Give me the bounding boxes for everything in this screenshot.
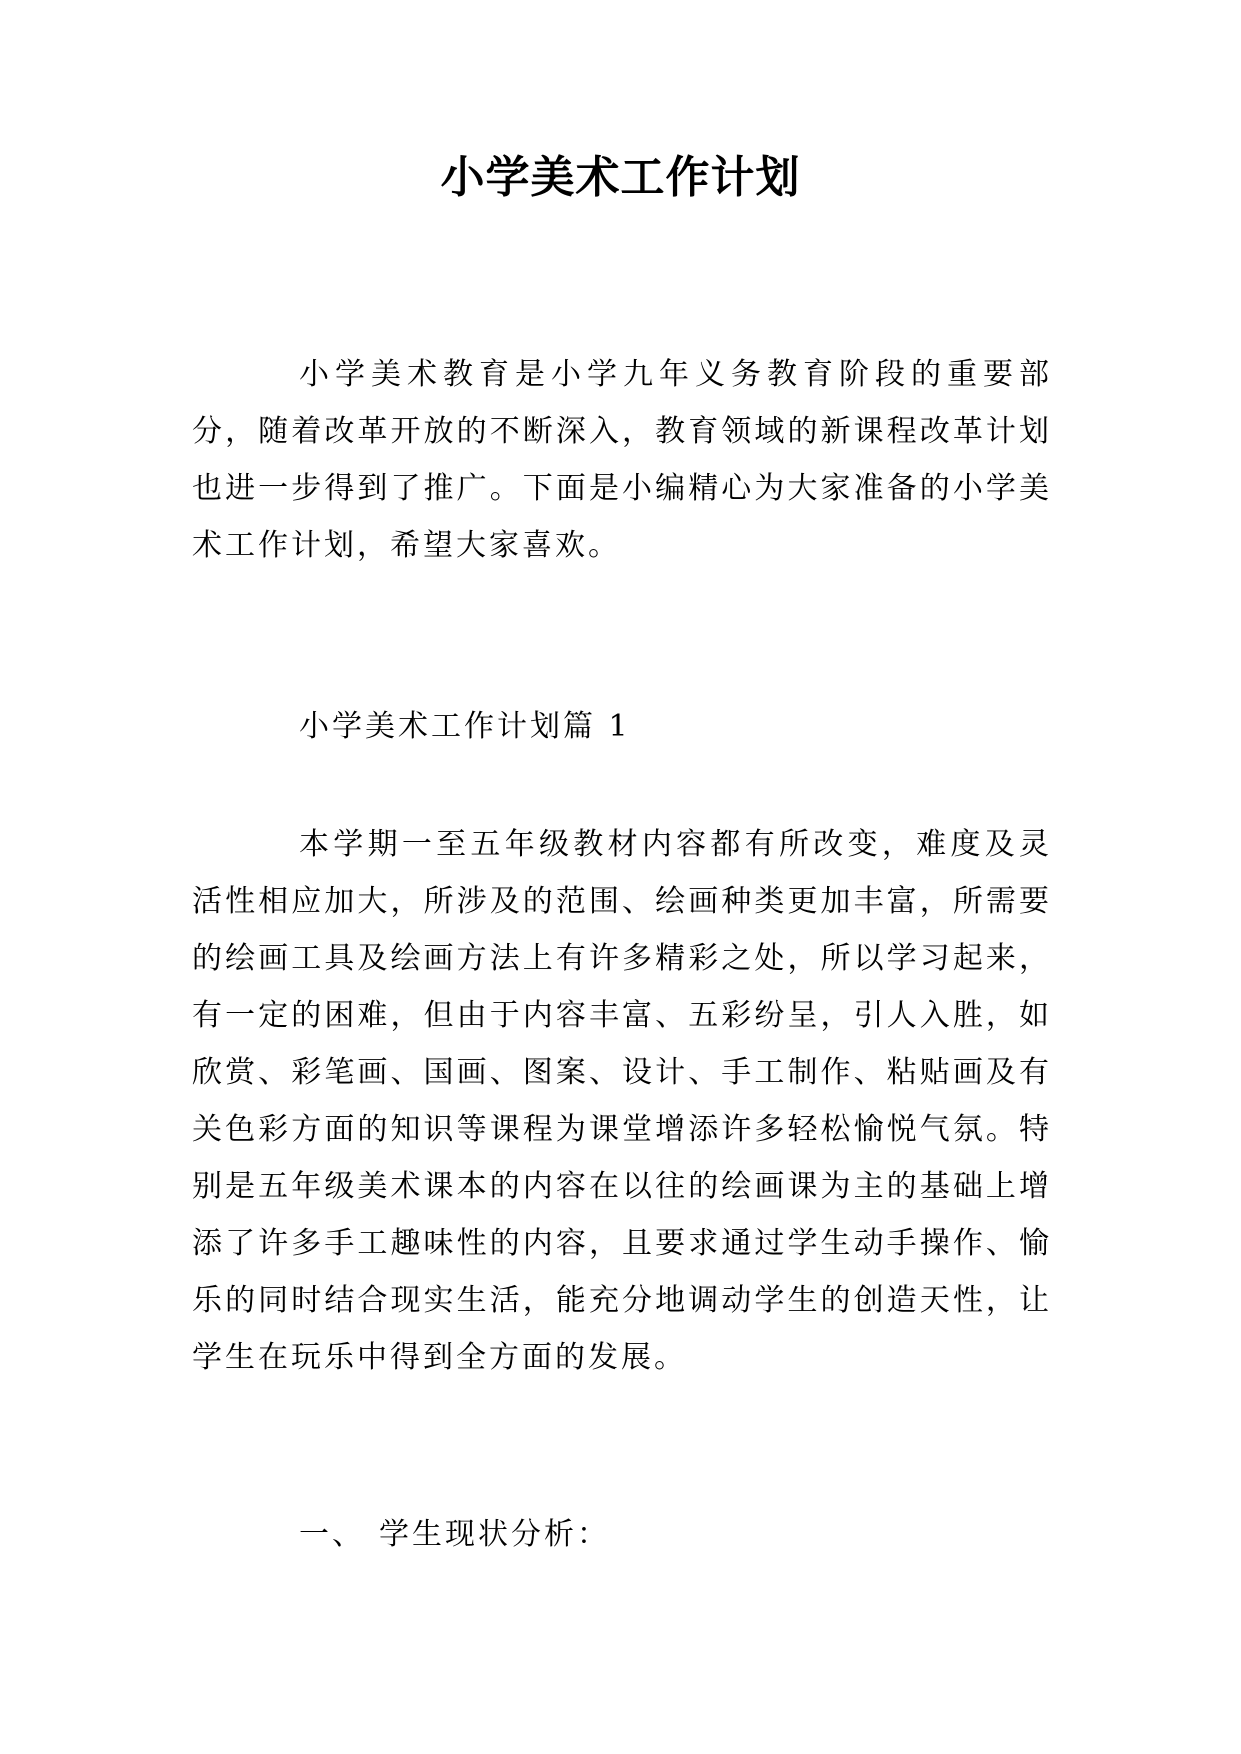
section-title: 小学美术工作计划篇 1 (299, 709, 631, 744)
body-paragraph: 本学期一至五年级教材内容都有所改变，难度及灵活性相应加大，所涉及的范围、绘画种类更加丰富，所需要的绘画工具及绘画方法上有许多精彩之处，所以学习起来，有一定的困难，但由于内容丰富、五彩纷呈，引人入胜，如欣赏、彩笔画、国画、图案、设计、手工制作、粘贴画及有关色彩方面的知识等课程为课堂增添许多轻松愉悦气氛。特别是五年级美术课本的内容在以往的绘画课为主的基础上增添了许多手工趣味性的内容，且要求通过学生动手操作、愉乐的同时结合现实生活，能充分地调动学生的创造天性，让学生在玩乐中得到全方面的发展。 (192, 827, 1052, 1375)
intro-paragraph: 小学美术教育是小学九年义务教育阶段的重要部分，随着改革开放的不断深入，教育领域的新课程改革计划也进一步得到了推广。下面是小编精心为大家准备的小学美术工作计划，希望大家喜欢。 (192, 357, 1052, 563)
section-heading-text: 学生现状分析： (379, 1517, 610, 1552)
document-title: 小学美术工作计划 (440, 152, 801, 203)
section-heading (192, 1506, 1052, 1563)
section-heading-number: 一、 (299, 1517, 365, 1552)
